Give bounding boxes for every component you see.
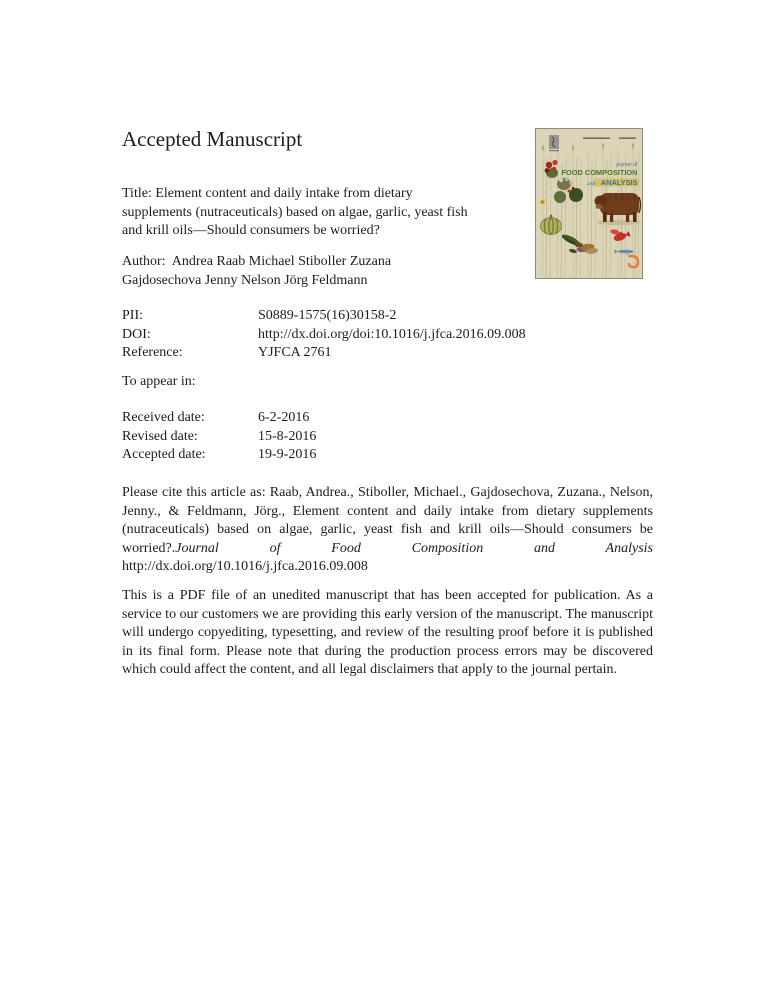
accepted-date-label: Accepted date: xyxy=(122,447,206,463)
pii-value: S0889-1575(16)30158-2 xyxy=(258,308,397,323)
article-authors-line: Gajdosechova Jenny Nelson Jörg Feldmann xyxy=(122,272,368,288)
article-dates xyxy=(122,409,653,465)
accepted-date-row xyxy=(122,446,653,465)
to-appear-in-label: To appear in: xyxy=(122,374,196,389)
cover-masthead-text xyxy=(583,138,636,139)
article-title-line: supplements (nutraceuticals) based on algae, garlic, yeast fish xyxy=(122,204,468,220)
article-authors-line: Author: Andrea Raab Michael Stiboller Zuzana xyxy=(122,254,392,269)
disclaimer-paragraph: This is a PDF file of an unedited manuscript that has been accepted for publication. As a service to our customers we are providing this early version of the manuscript. The manuscript will undergo copyediting, typesetting, and review of the resulting proof before it is published in its final form. Please note that during the production process errors may be discovered which could affect the content, and all legal disclaimers that apply to the journal pertain. xyxy=(122,588,653,678)
doi-row xyxy=(122,326,653,345)
revised-date-label: Revised date: xyxy=(122,428,198,444)
article-title-line: and krill oils—Should consumers be worried? xyxy=(122,223,380,239)
pii-label: PII: xyxy=(122,308,143,323)
received-date-value: 6-2-2016 xyxy=(258,410,310,425)
revised-date-value: 15-8-2016 xyxy=(258,428,317,444)
citation-text: Please cite this article as: Raab, Andrea., Stiboller, Michael., Gajdosechova, Zuzana., Nelson, Jenny., & Feldmann, Jörg., Element content and daily intake from dietary supplements (nutraceuticals) based on algae, garlic, yeast fish and krill oils—Should consumers be worried?. xyxy=(122,485,653,556)
citation-paragraph xyxy=(122,484,653,577)
reference-label: Reference: xyxy=(122,345,183,361)
doi-label: DOI: xyxy=(122,326,151,342)
article-identifiers xyxy=(122,307,653,363)
reference-row xyxy=(122,344,653,363)
article-title-line: Title: Element content and daily intake from dietary xyxy=(122,186,413,201)
citation-doi-link[interactable]: http://dx.doi.org/10.1016/j.jfca.2016.09.008 xyxy=(122,559,368,575)
cover-title-line2-text: and ANALYSIS xyxy=(586,178,638,187)
doi-link[interactable]: http://dx.doi.org/doi:10.1016/j.jfca.2016.09.008 xyxy=(258,326,526,342)
cover-title-line1-text: FOOD COMPOSITION xyxy=(561,168,638,177)
cover-journal-of-text: journal of xyxy=(616,162,637,168)
accepted-date-value: 19-9-2016 xyxy=(258,447,317,463)
page-title: Accepted Manuscript xyxy=(122,127,303,151)
citation-journal-name: Journal of Food Composition and Analysis xyxy=(175,540,653,556)
revised-date-row xyxy=(122,428,653,447)
received-date-label: Received date: xyxy=(122,410,205,425)
article-authors xyxy=(122,253,592,290)
reference-value: YJFCA 2761 xyxy=(258,345,332,361)
received-date-row xyxy=(122,409,653,428)
pii-row xyxy=(122,307,653,326)
article-title xyxy=(122,185,582,241)
publisher-logo-icon xyxy=(549,135,559,151)
